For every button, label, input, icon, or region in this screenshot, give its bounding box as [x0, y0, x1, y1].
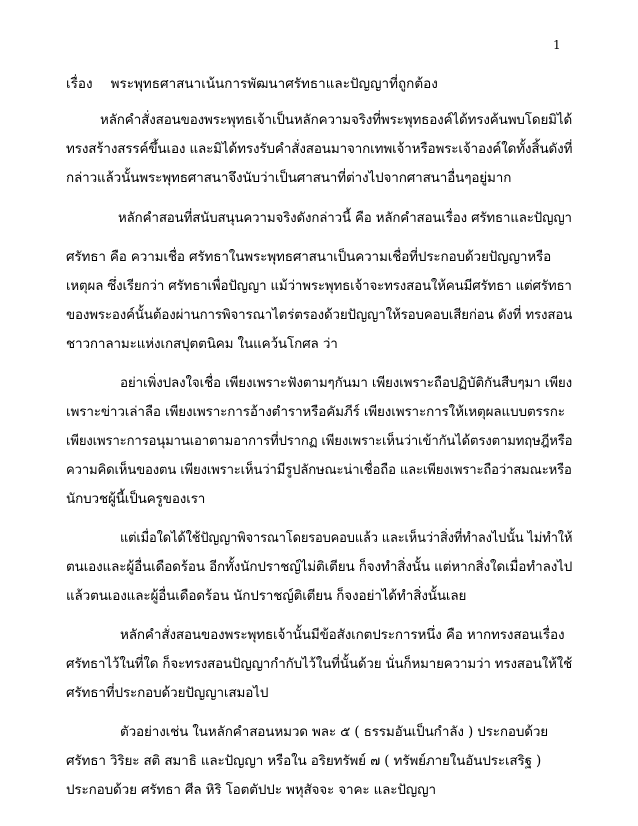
body-line: แล้วตนเองและผู้อื่นเดือดร้อน นักปราชญ์ติเตียน ก็จงอย่าได้ทำสิ่งนั้นเลย	[66, 588, 467, 604]
title-text: พระพุทธศาสนาเน้นการพัฒนาศรัทธาและปัญญาที่ถูกต้อง	[110, 76, 438, 92]
body-line: อย่าเพิ่งปลงใจเชื่อ เพียงเพราะฟังตามๆกันมา เพียงเพราะถือปฏิบัติกันสืบๆมา เพียง	[120, 375, 573, 391]
title-label: เรื่อง	[66, 76, 93, 92]
page-number: 1	[553, 38, 561, 52]
body-line: ทรงสร้างสรรค์ขึ้นเอง และมิได้ทรงรับคำสั่งสอนมาจากเทพเจ้าหรือพระเจ้าองค์ใดทั้งสิ้นดังที่	[66, 141, 573, 157]
body-line: แต่เมื่อใดได้ใช้ปัญญาพิจารณาโดยรอบคอบแล้ว และเห็นว่าสิ่งที่ทำลงไปนั้น ไม่ทำให้	[120, 530, 573, 546]
body-line: ศรัทธาไว้ในที่ใด ก็จะทรงสอนปัญญากำกับไว้ในที่นั้นด้วย นั่นก็หมายความว่า ทรงสอนให้ใช้	[66, 656, 573, 672]
document-title	[66, 72, 438, 94]
body-line: เพียงเพราะการอนุมานเอาตามอาการที่ปรากฏ เพียงเพราะเห็นว่าเข้ากันได้ตรงตามทฤษฎีหรือ	[66, 433, 573, 449]
body-line: ศรัทธา คือ ความเชื่อ ศรัทธาในพระพุทธศาสนาเป็นความเชื่อที่ประกอบด้วยปัญญาหรือ	[66, 249, 552, 265]
body-line: ตัวอย่างเช่น ในหลักคำสอนหมวด พละ ๕ ( ธรรมอันเป็นกำลัง ) ประกอบด้วย	[120, 724, 549, 740]
body-line: ศรัทธา วิริยะ สติ สมาธิ และปัญญา หรือใน อริยทรัพย์ ๗ ( ทรัพย์ภายในอันประเสริฐ )	[66, 753, 542, 769]
body-line: กล่าวแล้วนั้นพระพุทธศาสนาจึงนับว่าเป็นศาสนาที่ต่างไปจากศาสนาอื่นๆอยู่มาก	[66, 170, 512, 186]
body-line: หลักคำสั่งสอนของพระพุทธเจ้าเป็นหลักความจริงที่พระพุทธองค์ได้ทรงค้นพบโดยมิได้	[100, 112, 573, 128]
body-line: เหตุผล ซึ่งเรียกว่า ศรัทธาเพื่อปัญญา แม้ว่าพระพุทธเจ้าจะทรงสอนให้คนมีศรัทธา แต่ศรัทธา	[66, 278, 572, 294]
body-line: ประกอบด้วย ศรัทธา ศีล หิริ โอตตัปปะ พหุสัจจะ จาคะ และปัญญา	[66, 782, 436, 798]
body-line: ความคิดเห็นของตน เพียงเพราะเห็นว่ามีรูปลักษณะน่าเชื่อถือ และเพียงเพราะถือว่าสมณะหรือ	[66, 462, 572, 478]
body-line: เพราะข่าวเล่าลือ เพียงเพราะการอ้างตำราหรือคัมภีร์ เพียงเพราะการให้เหตุผลแบบตรรกะ	[66, 404, 565, 420]
body-line: ศรัทธาที่ประกอบด้วยปัญญาเสมอไป	[66, 685, 269, 701]
body-line: ชาวกาลามะแห่งเกสปุตตนิคม ในแคว้นโกศล ว่า	[66, 336, 338, 352]
body-line: หลักคำสอนที่สนับสนุนความจริงดังกล่าวนี้ คือ หลักคำสอนเรื่อง ศรัทธาและปัญญา	[118, 210, 572, 226]
body-line: ของพระองค์นั้นต้องผ่านการพิจารณาไตร่ตรองด้วยปัญญาให้รอบคอบเสียก่อน ดังที่ ทรงสอน	[66, 307, 573, 323]
body-line: นักบวชผู้นี้เป็นครูของเรา	[66, 491, 206, 507]
body-line: หลักคำสั่งสอนของพระพุทธเจ้านั้นมีข้อสังเกตประการหนึ่ง คือ หากทรงสอนเรื่อง	[120, 627, 565, 643]
body-line: ตนเองและผู้อื่นเดือดร้อน อีกทั้งนักปราชญ์ไม่ติเตียน ก็จงทำสิ่งนั้น แต่หากสิ่งใดเมื่อทำลงไป	[66, 559, 573, 575]
